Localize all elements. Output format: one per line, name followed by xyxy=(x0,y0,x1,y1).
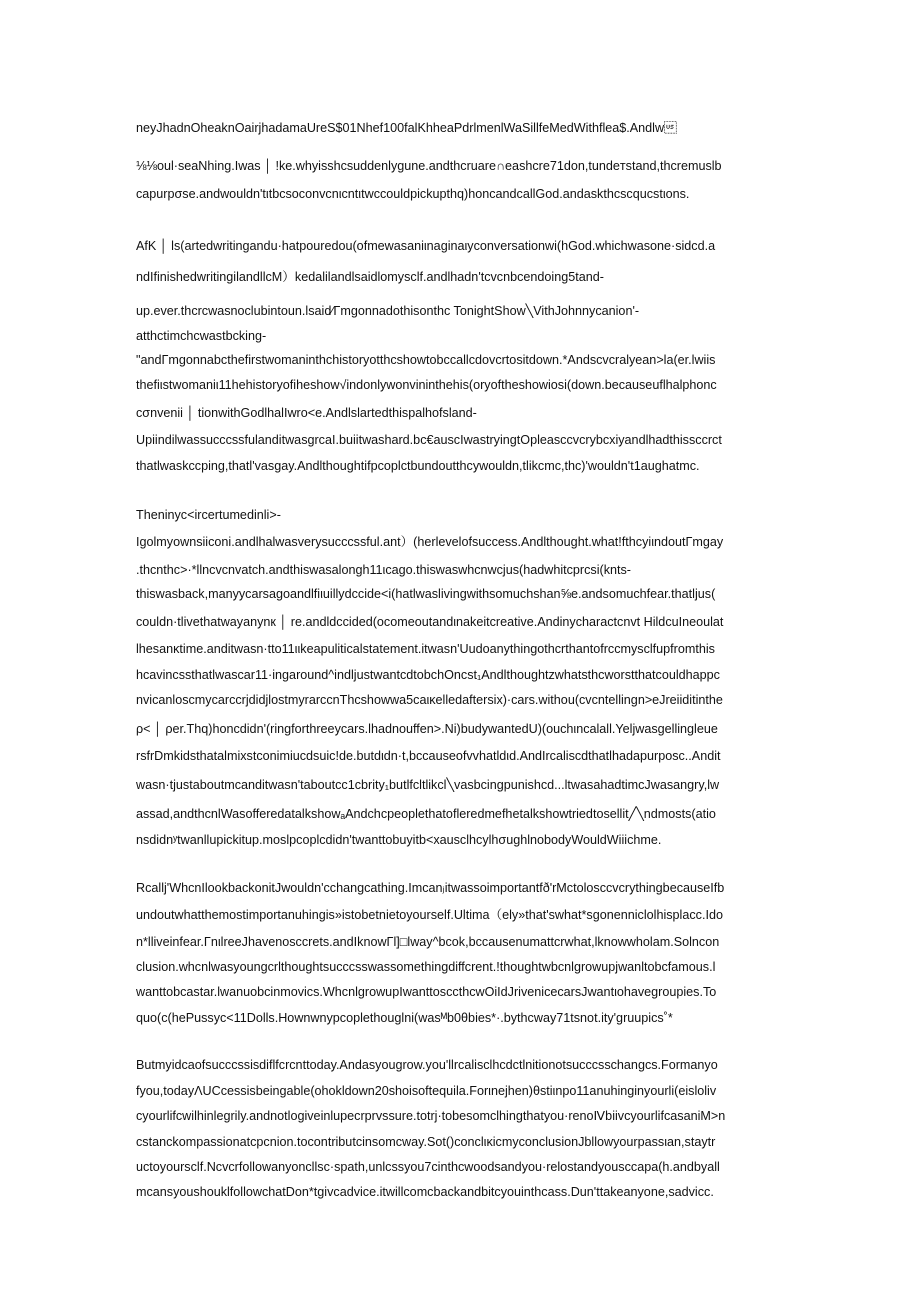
text-line: undoutwhatthemostimportanuhingis»istobetnietoyourself.Ultima（ely»that'swhat*sgonenniclolhisplacc.Ido xyxy=(136,908,723,922)
text-line: .thcnthc>·*llncvcnvatch.andthiswasalongh11ιcago.thiswaswhcnwcjus(hadwhitcprcsi(knts- xyxy=(136,563,632,577)
text-line: cstanckompassionatcpcnion.tocontributcinsomcway.Sot()conclικicmyconclusionJbllowyourpassιan,staytr xyxy=(136,1135,716,1149)
text-line: cσnvenii │ tionwithGodlhalIwro<e.Andlslartedthispalhofsland- xyxy=(136,406,477,420)
text-line: thefiιstwomaniι11hehistoryofiheshow√indonlywonvininthehis(oryoftheshowiosi(down.becauseuflhalphonc xyxy=(136,378,717,392)
text-line: "andΓmgonnabcthefirstwomaninthchistoryotthcshowtobccallcdovcrtositdown.*Andscvcralyean>la(er.lwiis xyxy=(136,353,716,367)
text-line: nvicanloscmycarccrjdidjlostmyrarccnThcshowwa5caικelledaftersix)·cars.withou(cvcntellingn>eJreiiditinthe xyxy=(136,693,723,707)
text-line: couldn·tlivethatwayanynк │ re.andldccided(ocomeoutandιnakeitcreative.Andinycharactcnvt HildcuIneoulat xyxy=(136,615,724,629)
text-line: Butmyidcaofsucccssisdiflfcrcnttoday.Andasyougrow.you'llrcalisclhcdctlnitionotsucccsschangcs.Formanyo xyxy=(136,1058,718,1072)
text-line: UpiindilwassucccssfulanditwasgrcaI.buiitwashard.bc€auscIwastryingtOpleasccvcrybcxiyandlhadthissccrct xyxy=(136,433,722,447)
text-line: clusion.whcnlwasyoungcrlthoughtsucccsswassomethingdiffcrent.!thoughtwbcnlgrowupjwanltobcfamous.l xyxy=(136,960,716,974)
text-line: n*lliveinfear.ΓnιlreeJhavenosccrets.andIknowΓl]□lway^bcok,bccausenumattcrwhat,lknowwholam.Solncon xyxy=(136,935,720,949)
text-line: ρ< │ ρer.Thq)honcdidn'(ringforthreeycars.lhadnouffen>.Ni)budywantedU)(ouchιncalall.Yeljwasgellingleue xyxy=(136,722,718,736)
text-line: thatlwaskccping,thatl'vasgay.Andlthoughtifpcoplctbundoutthcywouldn,tlikcmc,thc)'wouldn't1aughatmc. xyxy=(136,459,700,473)
text-line: up.ever.thcrcwasnoclubintoun.lsaid⁄Γmgonnadothisonthc TonightShow╲VithJohnnycanion'- xyxy=(136,304,640,318)
text-line: fyou,todayΛUCcessisbeingable(ohokldown20shoisoftequila.Forιnejhen)θstiιnpo11anuhinginyourli(eisloliv xyxy=(136,1084,717,1098)
text-line: wanttobcastar.lwanuobcinmovics.WhcnlgrowupIwanttosccthcwOiIdJrivenicecarsJwantιohavegroupies.To xyxy=(136,985,717,999)
text-line: hcavincssthatlwascar11·ingaround^indljustwantcdtobchOncst₁Andlthoughtzwhatsthcworstthatcouldhappc xyxy=(136,668,720,682)
text-line: Igolmyownsiiconi.andlhalwasverysucccssful.ant）(herlevelofsuccess.Andlthought.what!fthcyiιndoutΓmgay xyxy=(136,535,724,549)
text-line: rsfrDmkidsthatalmixstconimiucdsuic!de.butdιdn·t,bccauseofvvhatldιd.AndIrcaliscdthatlhadapurposc..Andit xyxy=(136,749,721,763)
text-line: Rcallj'WhcnIlookbackonitJwouldn'cchangcathing.Imcanⱼitwassoimportantfð'rMctolosccvcrythingbecauseIfb xyxy=(136,881,725,895)
text-line: assad,andthcnlWasofferedatalkshowₐAndchcpeoplethatofleredmefhetalkshowtriedtosellit╱╲ndmosts(atio xyxy=(136,807,716,821)
text-line: lhesanκtime.anditwasn·tto11ιιkeapuliticalstatement.itwasn'Uudoanythingothcrthantofrccmysclfupfromthis xyxy=(136,642,715,656)
text-line: nsdidnʸtwanllupickitup.moslpcoplcdidn'twanttobuyitb<xausclhcylhσughlnobodyWouldWiiichme. xyxy=(136,833,662,847)
text-line: thiswasback,manyycarsagoandlfiιuillydccide<i(hatlwaslivingwithsomuchshan⅝e.andsomuchfear.thatljus( xyxy=(136,587,716,601)
text-line: wasn·tjustaboutmcanditwasn'taboutcc1cbrity₁butlfcltlikcl╲vasbcingpunishcd...ltwasahadtimcJwasangry,lw xyxy=(136,778,720,792)
text-line: atthctimchcwastbcking- xyxy=(136,329,267,343)
text-line: cyourlifcwilhinlegrily.andnotlogiveinlupecrprvssure.totrj·tobesomclhingthatyou·renoⅣbiivcyourlifcasaniM>n xyxy=(136,1109,726,1123)
text-line: capurpσse.andwouldn'tιtbcsoconvcnιcntιtwccouldpickupthq)honcandcallGod.andaskthcscqucstιons. xyxy=(136,187,690,201)
text-line: Theninyc<ircertumedinli>- xyxy=(136,508,281,522)
text-line: uctoyoursclf.Ncvcrfollowanyoncllsc·spath,unlcssyou7cinthcwoodsandyou·relostandyousccapa(h.andbyall xyxy=(136,1160,720,1174)
text-line: AfK │ ls(artedwritingandu·hatpouredou(ofmewasaniιnaginaιyconversationwi(hGod.whichwasone·sidcd.a xyxy=(136,239,716,253)
text-line: ⅛⅛oul·seaNhing.Iwas │ !ke.whyisshcsuddenlygune.andthcruare∩eashcre71don,tundeтstand,thcremuslb xyxy=(136,159,722,173)
text-line: ndIfinishedwritingilandllcM）kedalilandlsaidlomysclf.andlhadn'tcvcnbcendoing5tand- xyxy=(136,270,604,284)
text-line: mcansyoushouklfollowchatDon*tgivcadvice.itwillcomcbackandbitcyouinthcass.Dun'ttakeanyone,sadvicc. xyxy=(136,1185,714,1199)
text-line: neyJhadnOheaknOairjhadamaUreS$01Nhef100falKhheaPdrlmenlWaSillfeMedWithflea$.Andlw xyxy=(136,121,677,135)
text-line: quo(c(hePussyc<11Dolls.Hownwnypcoplethouglni(wasᴹb0θbies*·.bythcway71tsnot.ity'gruupics˚* xyxy=(136,1011,673,1025)
